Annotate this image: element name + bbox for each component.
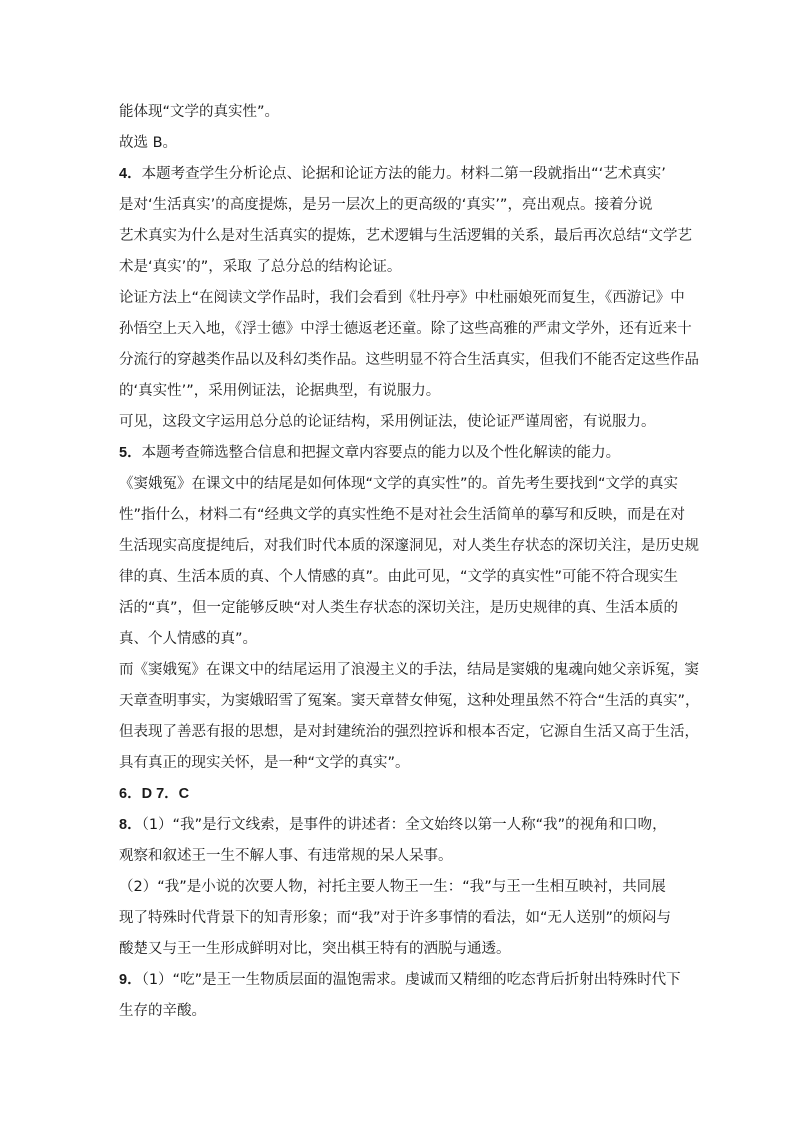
text-line (119, 252, 679, 283)
line-text: 酸楚又与王一生形成鲜明对比，突出棋王特有的洒脱与通透。 (119, 941, 511, 957)
text-line (119, 996, 679, 1027)
line-text: （2）“我”是小说的次要人物，衬托主要人物王一生：“我”与王一生相互映衬，共同展 (119, 879, 666, 895)
line-text: 本题考查学生分析论点、论据和论证方法的能力。材料二第一段就指出“‘艺术真实’ (141, 166, 666, 182)
question-number: 9． (119, 972, 142, 988)
text-line (119, 717, 699, 748)
line-text: 故选 B。 (119, 135, 178, 151)
text-line (119, 97, 679, 128)
line-text: 而《窦娥冤》在课文中的结尾运用了浪漫主义的手法，结局是窦娥的鬼魂向她父亲诉冤，窦 (119, 662, 699, 678)
line-text: 性”指什么，材料二有“经典文学的真实性绝不是对社会生活简单的摹写和反映，而是在对 (119, 507, 686, 523)
line-text: 能体现“文学的真实性”。 (119, 104, 280, 120)
line-text: 可见，这段文字运用总分总的论证结构，采用例证法，使论证严谨周密，有说服力。 (119, 414, 656, 430)
line-text: 论证方法上“在阅读文学作品时，我们会看到《牡丹亭》中杜丽娘死而复生，《西游记》中 (119, 290, 685, 306)
text-line (119, 903, 679, 934)
line-text: 孙悟空上天入地，《浮士德》中浮士德返老还童。除了这些高雅的严肃文学外，还有近来十 (119, 321, 692, 337)
text-line (119, 872, 679, 903)
text-line (119, 407, 679, 438)
line-text: 术是‘真实’的”，采取 了总分总的结构论证。 (119, 259, 402, 275)
line-text: 分流行的穿越类作品以及科幻类作品。这些明显不符合生活真实，但我们不能否定这些作品 (119, 352, 699, 368)
text-line (119, 934, 679, 965)
question-number: 6．D 7．C (119, 786, 190, 802)
text-line (119, 283, 685, 314)
text-line (119, 779, 679, 810)
line-text: 现了特殊时代背景下的知青形象；而“我”对于许多事情的看法，如“无人送别”的烦闷与 (119, 910, 672, 926)
text-line (119, 593, 679, 624)
text-line (119, 438, 679, 469)
line-text: 《窦娥冤》在课文中的结尾是如何体现“文学的真实性”的。首先考生要找到“文学的真实 (119, 476, 679, 492)
line-text: 律的真、生活本质的真、个人情感的真”。由此可见，“文学的真实性”可能不符合现实生 (119, 569, 679, 585)
text-line (119, 562, 679, 593)
answer-text-body (119, 97, 700, 1027)
text-line (119, 531, 699, 562)
text-line (119, 221, 693, 252)
line-text: 生活现实高度提纯后，对我们时代本质的深邃洞见，对人类生存状态的深切关注，是历史规 (119, 538, 699, 554)
line-text: 观察和叙述王一生不解人事、有违常规的呆人呆事。 (119, 848, 453, 864)
line-text: （1）“吃”是王一生物质层面的温饱需求。虔诚而又精细的吃态背后折射出特殊时代下 (141, 972, 681, 988)
line-text: 但表现了善恶有报的思想，是对封建统治的强烈控诉和根本否定，它源自生活又高于生活， (119, 724, 699, 740)
text-line (119, 624, 679, 655)
text-line (119, 500, 686, 531)
text-line (119, 190, 679, 221)
question-number: 5． (119, 445, 142, 461)
text-line (119, 159, 679, 190)
line-text: 真、个人情感的真”。 (119, 631, 258, 647)
line-text: 天章查明事实，为窦娥昭雪了冤案。窦天章替女伸冤，这种处理虽然不符合“生活的真实”， (119, 693, 700, 709)
line-text: 的‘真实性’”，采用例证法，论据典型，有说服力。 (119, 383, 441, 399)
line-text: 本题考查筛选整合信息和把握文章内容要点的能力以及个性化解读的能力。 (141, 445, 621, 461)
line-text: 活的“真”，但一定能够反映“对人类生存状态的深切关注，是历史规律的真、生活本质的 (119, 600, 679, 616)
question-number: 4． (119, 166, 142, 182)
line-text: 艺术真实为什么是对生活真实的提炼，艺术逻辑与生活逻辑的关系，最后再次总结“文学艺 (119, 228, 693, 244)
text-line (119, 748, 679, 779)
line-text: 生存的辛酸。 (119, 1003, 206, 1019)
line-text: 具有真正的现实关怀，是一种“文学的真实”。 (119, 755, 410, 771)
line-text: 是对‘生活真实’的高度提炼，是另一层次上的更高级的‘真实’”，亮出观点。接着分说 (119, 197, 653, 213)
text-line (119, 469, 679, 500)
line-text: （1）“我”是行文线索，是事件的讲述者：全文始终以第一人称“我”的视角和口吻， (141, 817, 667, 833)
text-line (119, 841, 679, 872)
text-line (119, 810, 679, 841)
text-line (119, 345, 699, 376)
text-line (119, 376, 679, 407)
text-line (119, 965, 679, 996)
text-line (119, 655, 699, 686)
question-number: 8． (119, 817, 142, 833)
text-line (119, 128, 679, 159)
text-line (119, 686, 700, 717)
text-line (119, 314, 692, 345)
